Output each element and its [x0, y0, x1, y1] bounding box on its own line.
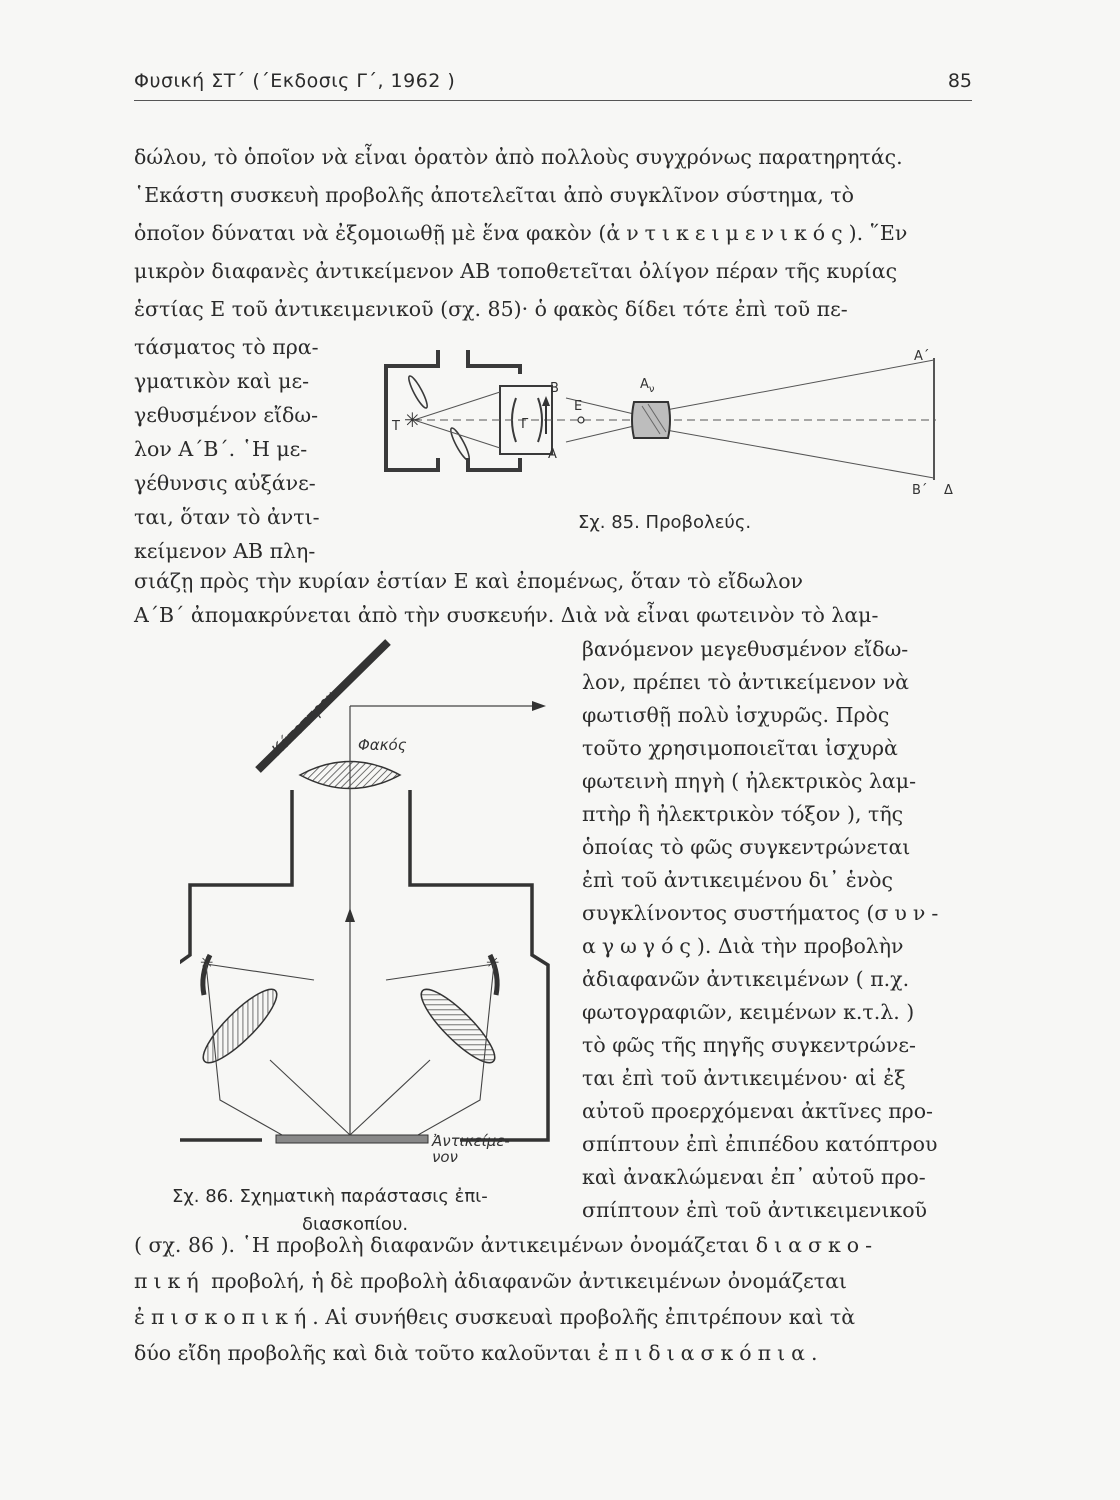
text-line: σιάζῃ πρὸς τὴν κυρίαν ἑστίαν Ε καὶ ἐπομένως, ὅταν τὸ εἴδωλον: [134, 569, 803, 593]
text-line: τὸ φῶς τῆς πηγῆς συγκεντρώνε-: [582, 1033, 916, 1057]
header-title: Φυσική ΣΤ΄ (΄Εκδοσις Γ΄, 1962 ): [134, 70, 456, 92]
figure-85-projector: [376, 330, 980, 505]
text-line: δύο εἴδη προβολῆς καὶ διὰ τοῦτο καλοῦνται ἐπιδιασκόπια.: [134, 1341, 824, 1365]
label-object-1: Ἀντικείμε-: [432, 1132, 510, 1150]
running-head: [134, 66, 972, 101]
text-line: φωτογραφιῶν, κειμένων κ.τ.λ. ): [582, 1000, 915, 1024]
text-line: ἀδιαφανῶν ἀντικειμένων ( π.χ.: [582, 967, 910, 991]
text-line: κείμενον ΑΒ πλη-: [134, 539, 316, 563]
emphasis-term: αγωγός: [582, 934, 697, 958]
label-D: Δ: [944, 483, 953, 498]
text-line: γέθυνσις αὐξάνε-: [134, 471, 316, 495]
text-line: φωτισθῇ πολὺ ἰσχυρῶς. Πρὸς: [582, 703, 890, 727]
label-G: Γ: [521, 417, 529, 432]
label-mirror: Κάτοπτρον: [268, 687, 340, 759]
svg-text:✳: ✳: [486, 953, 500, 972]
label-B: Β: [550, 381, 559, 396]
label-Av: $A_\nu$: [640, 377, 655, 395]
label-T: Τ: [392, 419, 400, 434]
text-line: τάσματος τὸ πρα-: [134, 335, 319, 359]
label-E: Ε: [574, 399, 583, 414]
label-A-prime: Α΄: [914, 349, 930, 364]
text-line: ται ἐπὶ τοῦ ἀντικειμένου· αἱ ἐξ: [582, 1066, 906, 1090]
text-line: Α΄Β΄ ἀπομακρύνεται ἀπὸ τὴν συσκευήν. Διὰ νὰ εἶναι φωτεινὸν τὸ λαμ-: [134, 603, 879, 627]
text-line: λον Α΄Β΄. ῾Η με-: [134, 437, 308, 461]
figure-86-caption-line1: Σχ. 86. Σχηματικὴ παράστασις ἐπι-: [172, 1186, 488, 1207]
figure-86-caption-line2: διασκοπίου.: [302, 1214, 409, 1235]
text-line: πτὴρ ἢ ἠλεκτρικὸν τόξον ), τῆς: [582, 802, 904, 826]
page-number: 85: [947, 70, 972, 92]
text-line: γεθυσμένον εἴδω-: [134, 403, 319, 427]
emphasis-term: πική: [134, 1269, 205, 1293]
text-line: ῾Εκάστη συσκευὴ προβολῆς ἀποτελεῖται ἀπὸ συγκλῖνον σύστημα, τὸ: [134, 183, 854, 207]
label-B-prime: Β΄: [912, 483, 928, 498]
emphasis-term: ἐπιδιασκόπια.: [597, 1341, 824, 1365]
text-line: βανόμενον μεγεθυσμένον εἴδω-: [582, 637, 909, 661]
text-line: σπίπτουν ἐπὶ ἐπιπέδου κατόπτρου: [582, 1132, 938, 1156]
text-line: ἐπὶ τοῦ ἀντικειμένου δι᾽ ἑνὸς: [582, 868, 894, 892]
svg-text:✳: ✳: [404, 408, 421, 432]
text-line: λον, πρέπει τὸ ἀντικείμενον νὰ: [582, 670, 910, 694]
text-line: ἑστίας Ε τοῦ ἀντικειμενικοῦ (σχ. 85)· ὁ φακὸς δίδει τότε ἐπὶ τοῦ πε-: [134, 297, 848, 321]
text-line: δώλου, τὸ ὁποῖον νὰ εἶναι ὁρατὸν ἀπὸ πολλοὺς συγχρόνως παρατηρητάς.: [134, 145, 903, 169]
emphasis-term: ἀντικειμενικός: [606, 221, 849, 245]
text-line: αγωγός). Διὰ τὴν προβολὴν: [582, 934, 904, 958]
text-line: συγκλίνοντος συστήματος (συν-: [582, 901, 945, 925]
emphasis-term: ἐπισκοπική: [134, 1305, 313, 1329]
text-line: φωτεινὴ πηγὴ ( ἠλεκτρικὸς λαμ-: [582, 769, 917, 793]
text-line: καὶ ἀνακλώμεναι ἐπ᾽ αὐτοῦ προ-: [582, 1165, 926, 1189]
figure-85-caption: Σχ. 85. Προβολεύς.: [578, 512, 752, 533]
emphasis-term: συν-: [874, 901, 945, 925]
label-A: Α: [548, 447, 557, 462]
text-line: ἐπισκοπική. Αἱ συνήθεις συσκευαὶ προβολῆς ἐπιτρέπουν καὶ τὰ: [134, 1305, 856, 1329]
label-lens: Φακός: [358, 736, 407, 754]
objective-lens: [632, 402, 670, 438]
emphasis-term: διασκο-: [755, 1233, 879, 1257]
figure-86-epidiascope: [180, 630, 570, 1170]
object-plate: [276, 1135, 428, 1143]
text-line: ται, ὅταν τὸ ἀντι-: [134, 505, 320, 529]
text-line: σπίπτουν ἐπὶ τοῦ ἀντικειμενικοῦ: [582, 1198, 928, 1222]
text-line: ( σχ. 86 ). ῾Η προβολὴ διαφανῶν ἀντικειμένων ὀνομάζεται διασκο-: [134, 1233, 879, 1257]
text-line: μικρὸν διαφανὲς ἀντικείμενον ΑΒ τοποθετεῖται ὀλίγον πέραν τῆς κυρίας: [134, 259, 898, 283]
text-line: τοῦτο χρησιμοποιεῖται ἰσχυρὰ: [582, 736, 898, 760]
text-line: αὐτοῦ προερχόμεναι ἀκτῖνες προ-: [582, 1099, 933, 1123]
text-line: πική προβολή, ἡ δὲ προβολὴ ἀδιαφανῶν ἀντικειμένων ὀνομάζεται: [134, 1269, 847, 1293]
text-line: ὁποῖον δύναται νὰ ἐξομοιωθῇ μὲ ἕνα φακὸν (ἀντικειμενικός). ῞Εν: [134, 221, 908, 245]
text-line: γματικὸν καὶ με-: [134, 369, 310, 393]
svg-text:✳: ✳: [200, 953, 214, 972]
label-object-2: νον: [432, 1148, 458, 1166]
text-line: ὁποίας τὸ φῶς συγκεντρώνεται: [582, 835, 911, 859]
